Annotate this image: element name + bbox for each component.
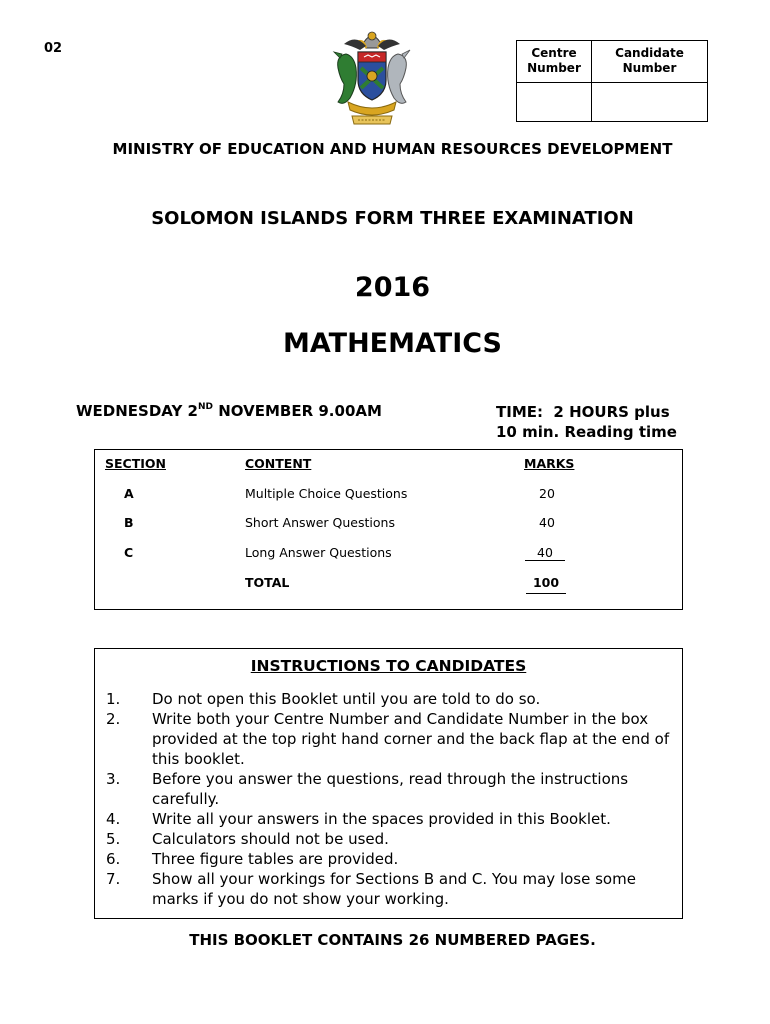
exam-date-day: WEDNESDAY 2	[76, 402, 198, 420]
candidate-number-field[interactable]	[592, 83, 707, 121]
instruction-text: Show all your workings for Sections B and C. You may lose some marks if you do not show your working.	[152, 870, 636, 908]
table-row-content: Short Answer Questions	[245, 515, 395, 530]
section-header: SECTION	[105, 456, 166, 471]
table-row-section: C	[124, 545, 134, 560]
list-item	[95, 849, 682, 869]
instruction-number: 2.	[106, 710, 121, 728]
list-item	[95, 809, 682, 829]
instruction-text: Do not open this Booklet until you are told to do so.	[152, 690, 541, 708]
table-row-marks: 40	[525, 545, 565, 561]
candidate-number-box	[516, 40, 708, 122]
list-item	[95, 689, 682, 709]
instructions-heading: INSTRUCTIONS TO CANDIDATES	[250, 657, 527, 675]
exam-date-rest: NOVEMBER 9.00AM	[213, 402, 382, 420]
page-code: 02	[44, 41, 63, 56]
page-count-note: THIS BOOKLET CONTAINS 26 NUMBERED PAGES.	[189, 931, 596, 949]
instruction-number: 5.	[106, 830, 121, 848]
instruction-number: 4.	[106, 810, 121, 828]
table-row-section: B	[124, 515, 134, 530]
instruction-text: Three figure tables are provided.	[152, 850, 399, 868]
table-row-content: Multiple Choice Questions	[245, 486, 408, 501]
instruction-number: 1.	[106, 690, 121, 708]
subject-title: MATHEMATICS	[282, 328, 503, 359]
instruction-text: Calculators should not be used.	[152, 830, 389, 848]
total-label: TOTAL	[245, 575, 290, 590]
content-header: CONTENT	[245, 456, 312, 471]
sections-table	[94, 449, 683, 610]
list-item	[95, 769, 682, 809]
exam-time-line-1: TIME: 2 HOURS plus	[496, 403, 670, 421]
instructions-box	[94, 648, 683, 919]
coat-of-arms-icon	[330, 28, 414, 128]
instruction-number: 3.	[106, 770, 121, 788]
exam-date	[76, 402, 382, 420]
table-row-marks: 20	[539, 486, 555, 501]
list-item	[95, 869, 682, 909]
exam-date-suffix: ND	[198, 402, 214, 412]
exam-year: 2016	[354, 272, 431, 303]
list-item	[95, 829, 682, 849]
centre-number-label: Centre Number	[517, 41, 592, 83]
total-value: 100	[526, 575, 566, 594]
ministry-heading: MINISTRY OF EDUCATION AND HUMAN RESOURCES DEVELOPMENT	[112, 140, 673, 158]
list-item	[95, 709, 682, 769]
marks-header: MARKS	[524, 456, 575, 471]
exam-title: SOLOMON ISLANDS FORM THREE EXAMINATION	[151, 208, 634, 229]
instruction-number: 7.	[106, 870, 121, 888]
candidate-number-label: Candidate Number	[592, 41, 707, 83]
instruction-number: 6.	[106, 850, 121, 868]
exam-time-line-2: 10 min. Reading time	[496, 423, 677, 441]
table-row-marks: 40	[539, 515, 555, 530]
instruction-text: Before you answer the questions, read through the instructions carefully.	[152, 770, 629, 808]
table-row-section: A	[124, 486, 134, 501]
instruction-text: Write all your answers in the spaces provided in this Booklet.	[152, 810, 611, 828]
centre-number-field[interactable]	[517, 83, 592, 121]
instructions-list	[95, 689, 682, 909]
instruction-text: Write both your Centre Number and Candidate Number in the box provided at the top right hand corner and the back flap at the end of this booklet.	[152, 710, 670, 768]
table-row-content: Long Answer Questions	[245, 545, 392, 560]
